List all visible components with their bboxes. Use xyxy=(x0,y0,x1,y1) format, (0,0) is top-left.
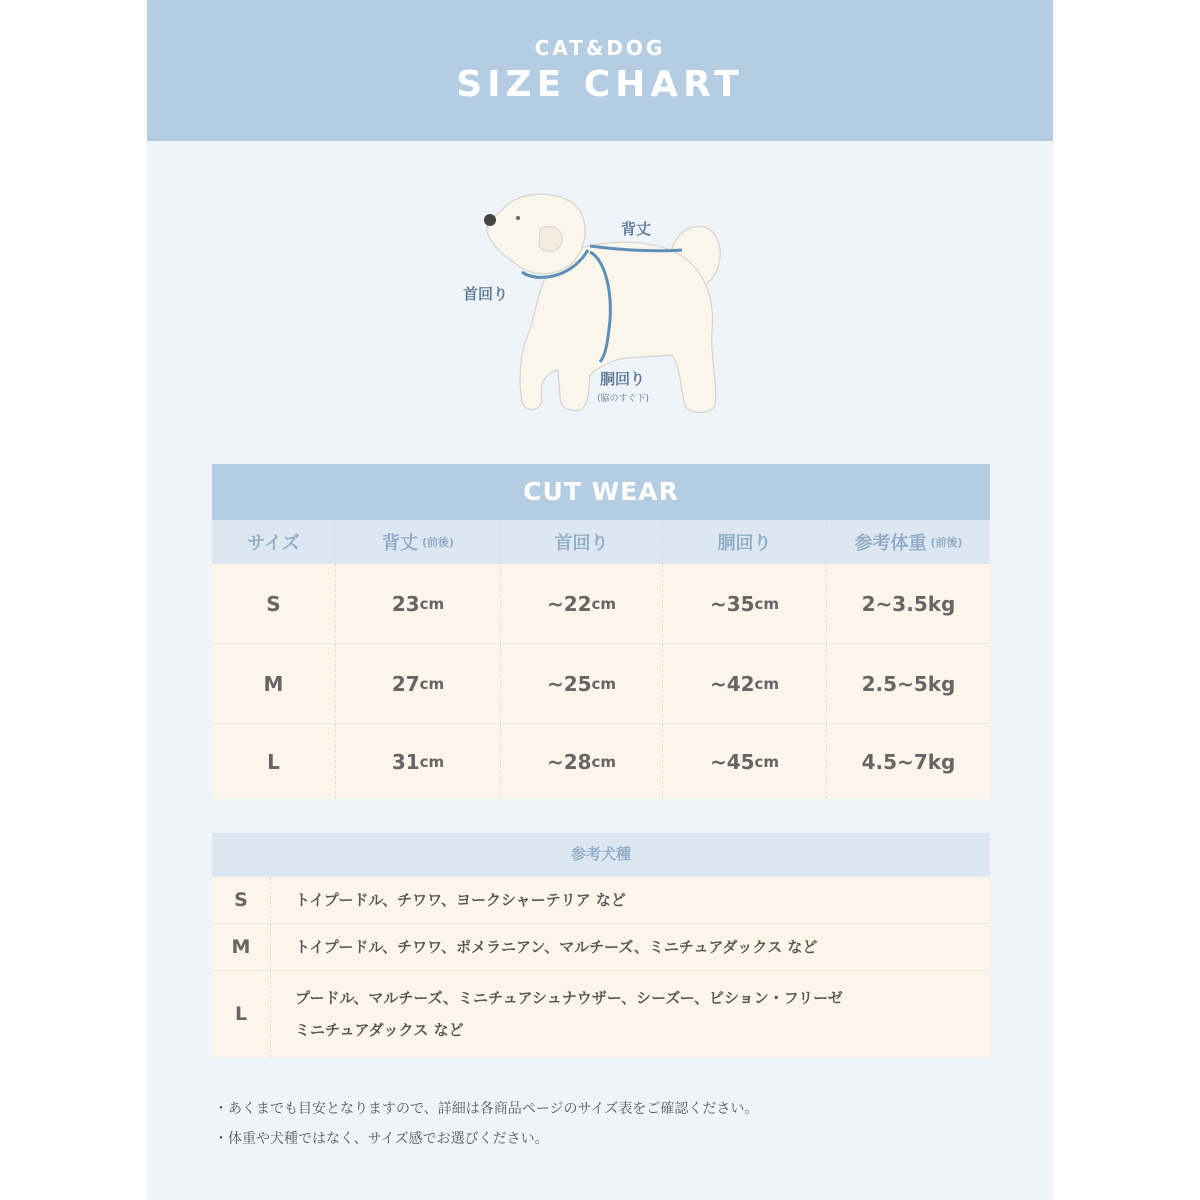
size-table xyxy=(212,464,990,799)
table-row xyxy=(212,724,990,799)
header-chest: 胴回り xyxy=(663,520,827,564)
header-back-label: 背丈 xyxy=(381,533,418,554)
cell-back: 23 cm xyxy=(336,564,501,643)
breed-list: トイプードル、チワワ、ヨークシャーテリア など xyxy=(295,891,626,909)
cell-size: M xyxy=(212,644,336,723)
cell-chest: ~35 cm xyxy=(663,564,827,643)
cell-back: 31 cm xyxy=(336,724,501,799)
cell-size: L xyxy=(212,724,336,799)
size-table-title: CUT WEAR xyxy=(212,464,990,520)
breed-table xyxy=(212,833,990,1057)
cell-chest: ~42 cm xyxy=(663,644,827,723)
header-back xyxy=(336,520,501,564)
cell-size: S xyxy=(212,564,336,643)
size-table-header xyxy=(212,520,990,564)
page-title: SIZE CHART xyxy=(456,64,744,105)
note-line: ・あくまでも目安となりますので、詳細は各商品ページのサイズ表をご確認ください。 xyxy=(214,1101,759,1117)
header-size: サイズ xyxy=(212,520,336,564)
cell-weight: 2.5~5kg xyxy=(861,671,956,696)
header-neck: 首回り xyxy=(501,520,663,564)
breed-row xyxy=(212,924,990,971)
notes xyxy=(214,1094,758,1154)
cell-neck: ~22 cm xyxy=(501,564,663,643)
breed-list: トイプードル、チワワ、ポメラニアン、マルチーズ、ミニチュアダックス など xyxy=(295,938,818,956)
cell-neck: ~28 cm xyxy=(501,724,663,799)
header-weight-label: 参考体重 xyxy=(854,533,927,554)
header-back-note: (前後) xyxy=(421,536,455,549)
breed-size: L xyxy=(212,971,271,1057)
note-line: ・体重や犬種ではなく、サイズ感でお選びください。 xyxy=(214,1131,549,1147)
cell-weight: 2~3.5kg xyxy=(861,591,956,616)
cell-neck: ~25 cm xyxy=(501,644,663,723)
breed-list: プードル、マルチーズ、ミニチュアシュナウザー、シーズー、ビション・フリーゼ ミニチュアダックス など xyxy=(295,989,843,1039)
back-length-label: 背丈 xyxy=(621,220,652,238)
header-weight-note: (前後) xyxy=(930,536,963,549)
cell-chest: ~45 cm xyxy=(663,724,827,799)
neck-label: 首回り xyxy=(463,285,509,303)
cell-back: 27 cm xyxy=(336,644,501,723)
breed-table-title: 参考犬種 xyxy=(212,833,990,877)
table-row xyxy=(212,644,990,724)
header-subtitle: CAT&DOG xyxy=(534,36,666,60)
breed-size: M xyxy=(212,924,271,970)
chest-label: 胴回り xyxy=(600,370,646,388)
breed-row xyxy=(212,971,990,1057)
table-row xyxy=(212,564,990,644)
breed-size: S xyxy=(212,877,271,923)
header-weight xyxy=(827,520,990,564)
chest-note: (脇のすぐ下) xyxy=(597,394,650,404)
page-header xyxy=(147,0,1053,141)
breed-row xyxy=(212,877,990,924)
cell-weight: 4.5~7kg xyxy=(861,749,956,774)
